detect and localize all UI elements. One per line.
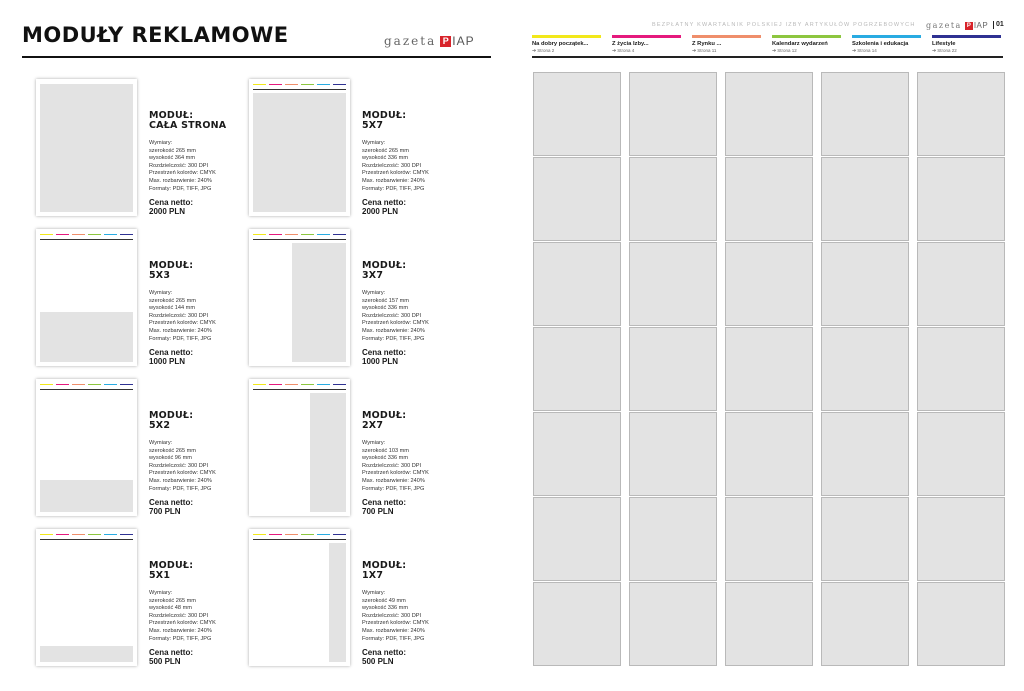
module-name: 2X7 [362,420,384,431]
thumbnail-nav-bar [269,384,282,385]
thumbnail-nav-bar [285,84,298,85]
spec-line: Formaty: PDF, TIFF, JPG [362,485,425,492]
thumbnail-nav-bar [72,234,85,235]
gazeta-piap-logo [384,34,475,48]
spec-line: wysokość 364 mm [149,155,196,162]
spec-line: Rozdzielczość: 300 DPI [149,162,209,169]
grid-cell [725,327,813,411]
thumbnail-nav-bar [72,384,85,385]
spec-line: szerokość 103 mm [362,447,409,454]
grid-cell [629,412,717,496]
grid-cell [629,157,717,241]
arrow-icon: ➔ [932,48,937,54]
spec-line: Wymiary: [149,590,173,596]
module-thumbnail [249,79,350,216]
price-label: Cena netto: [362,648,406,658]
thumbnail-nav-bar [56,234,69,235]
nav-page-ref [612,48,681,54]
thumbnail-nav-bar [40,234,53,235]
grid-cell [821,497,909,581]
price-value: 2000 PLN [362,207,399,217]
price-value: 700 PLN [362,507,394,517]
section-nav [532,35,1002,55]
nav-page-ref [772,48,841,54]
spec-line: Formaty: PDF, TIFF, JPG [149,485,212,492]
spec-line: Przestrzeń kolorów: CMYK [149,320,216,327]
header-divider [532,56,1003,58]
spec-line: Rozdzielczość: 300 DPI [149,612,209,619]
spec-line: Wymiary: [362,440,386,446]
module-thumbnail [249,529,350,666]
ad-area [40,646,133,662]
grid-cell [533,582,621,666]
spec-line: wysokość 336 mm [362,605,409,612]
arrow-icon: ➔ [692,48,697,54]
thumbnail-nav-bar [120,234,133,235]
module-thumbnail [36,229,137,366]
thumbnail-nav-bar [333,84,346,85]
ad-area [253,93,346,212]
nav-label: Na dobry początek... [532,41,589,47]
nav-color-bar [852,35,921,38]
grid-cell [725,242,813,326]
module-name-label: MODUŁ: [149,110,194,121]
module-info [362,261,472,366]
module-name: CAŁA STRONA [149,120,227,131]
module-name: 1X7 [362,570,384,581]
grid-cell [821,412,909,496]
spec-line: Max. rozbarwienie: 240% [362,327,425,334]
thumbnail-nav-bar [253,534,266,535]
nav-page-text: Strona 22 [937,48,957,53]
thumbnail-nav-bar [317,384,330,385]
logo-suffix: IAP [452,34,475,48]
ad-area [40,312,133,362]
thumbnail-nav-bar [301,534,314,535]
price-value: 2000 PLN [149,207,186,217]
grid-cell [725,582,813,666]
grid-cell [917,157,1005,241]
spec-line: Max. rozbarwienie: 240% [362,627,425,634]
spec-line: Max. rozbarwienie: 240% [149,327,212,334]
spec-line: szerokość 265 mm [149,597,196,604]
module-thumbnail [36,379,137,516]
module-specs [149,140,259,193]
spec-line: Rozdzielczość: 300 DPI [149,462,209,469]
spec-line: Max. rozbarwienie: 240% [149,477,212,484]
grid-cell [629,497,717,581]
nav-page-ref [692,48,761,54]
module-name: 5X1 [149,570,171,581]
spec-line: Formaty: PDF, TIFF, JPG [362,185,425,192]
ad-area [292,243,346,362]
thumbnail-nav-bar [253,84,266,85]
nav-item[interactable] [612,35,681,55]
price-label: Cena netto: [362,198,406,208]
nav-color-bar [692,35,761,38]
thumbnail-nav-bar [104,384,117,385]
grid-column [629,72,717,668]
spec-line: Max. rozbarwienie: 240% [362,177,425,184]
thumbnail-nav-bar [317,534,330,535]
spec-line: wysokość 48 mm [149,605,192,612]
spec-line: Rozdzielczość: 300 DPI [362,612,422,619]
module-info [362,111,472,216]
thumbnail-nav-bar [88,534,101,535]
module-name: 5X7 [362,120,384,131]
arrow-icon: ➔ [612,48,617,54]
right-page [512,0,1024,691]
price-value: 500 PLN [362,657,394,667]
grid-cell [725,412,813,496]
nav-page-text: Strona 12 [777,48,797,53]
module-thumbnail [36,79,137,216]
left-page [0,0,510,691]
spec-line: Przestrzeń kolorów: CMYK [149,170,216,177]
nav-label: Z życia Izby... [612,41,649,47]
nav-page-ref [932,48,1001,54]
ad-area [40,480,133,512]
nav-page-text: Strona 4 [617,48,635,53]
tagline: BEZPŁATNY KWARTALNIK POLSKIEJ IZBY ARTYKUŁÓW POGRZEBOWYCH [652,22,916,28]
thumbnail-rule [253,239,346,240]
nav-color-bar [772,35,841,38]
arrow-icon: ➔ [772,48,777,54]
module-name-label: MODUŁ: [362,560,407,571]
spec-line: Max. rozbarwienie: 240% [362,477,425,484]
nav-item[interactable] [932,35,1001,55]
ad-area [40,84,133,212]
thumbnail-rule [253,389,346,390]
spec-line: Formaty: PDF, TIFF, JPG [149,335,212,342]
thumbnail-nav-bar [253,234,266,235]
spec-line: Formaty: PDF, TIFF, JPG [149,185,212,192]
grid-cell [821,72,909,156]
spec-line: wysokość 96 mm [149,455,192,462]
price-label: Cena netto: [362,348,406,358]
price-label: Cena netto: [149,498,193,508]
thumbnail-nav-bar [269,84,282,85]
spec-line: Przestrzeń kolorów: CMYK [362,320,429,327]
logo-mark: P [966,22,971,29]
grid-cell [629,327,717,411]
nav-item[interactable] [852,35,921,55]
spec-line: szerokość 265 mm [362,147,409,154]
price-value: 1000 PLN [362,357,399,367]
spec-line: Wymiary: [149,290,173,296]
grid-cell [725,157,813,241]
price-value: 700 PLN [149,507,181,517]
price-label: Cena netto: [362,498,406,508]
nav-page-ref [532,48,601,54]
nav-page-text: Strona 11 [697,48,717,53]
spec-line: Max. rozbarwienie: 240% [149,177,212,184]
spec-line: Max. rozbarwienie: 240% [149,627,212,634]
nav-color-bar [612,35,681,38]
spec-line: Przestrzeń kolorów: CMYK [362,170,429,177]
module-specs [362,590,472,643]
price-value: 500 PLN [149,657,181,667]
spec-line: szerokość 49 mm [362,597,406,604]
price-value: 1000 PLN [149,357,186,367]
spec-line: Przestrzeń kolorów: CMYK [149,470,216,477]
spec-line: Rozdzielczość: 300 DPI [362,312,422,319]
thumbnail-nav-bar [333,534,346,535]
thumbnail-nav-bar [253,384,266,385]
grid-cell [533,157,621,241]
module-name-label: MODUŁ: [149,260,194,271]
thumbnail-nav-bar [333,234,346,235]
grid-column [533,72,621,668]
spec-line: wysokość 144 mm [149,305,196,312]
thumbnail-nav-bar [285,534,298,535]
thumbnail-nav-bar [301,384,314,385]
grid-cell [917,242,1005,326]
spec-line: Wymiary: [362,140,386,146]
grid-cell [629,72,717,156]
spec-line: Formaty: PDF, TIFF, JPG [362,635,425,642]
thumbnail-nav-bar [104,234,117,235]
module-specs [149,290,259,343]
grid-cell [917,582,1005,666]
grid-cell [821,242,909,326]
grid-column [725,72,813,668]
grid-cell [917,412,1005,496]
nav-item[interactable] [532,35,601,55]
grid-cell [917,72,1005,156]
grid-cell [629,242,717,326]
module-info [149,411,259,516]
module-specs [362,140,472,193]
nav-label: Kalendarz wydarzeń [772,41,828,47]
spec-line: wysokość 336 mm [362,155,409,162]
thumbnail-nav-bar [72,534,85,535]
grid-column [821,72,909,668]
module-specs [149,590,259,643]
spec-line: Formaty: PDF, TIFF, JPG [149,635,212,642]
spec-line: Wymiary: [362,590,386,596]
spec-line: Wymiary: [362,290,386,296]
price-label: Cena netto: [149,348,193,358]
module-name: 5X2 [149,420,171,431]
thumbnail-rule [40,389,133,390]
logo-suffix: IAP [973,21,989,30]
arrow-icon: ➔ [532,48,537,54]
grid-cell [533,327,621,411]
spec-line: szerokość 157 mm [362,297,409,304]
module-specs [362,290,472,343]
thumbnail-nav-bar [269,534,282,535]
grid-cell [629,582,717,666]
module-name-label: MODUŁ: [362,410,407,421]
thumbnail-rule [253,539,346,540]
thumbnail-nav-bar [333,384,346,385]
page-title: MODUŁY REKLAMOWE [22,23,289,47]
module-thumbnail [36,529,137,666]
nav-color-bar [932,35,1001,38]
nav-label: Szkolenia i edukacja [852,41,909,47]
spec-line: szerokość 265 mm [149,447,196,454]
spec-line: Rozdzielczość: 300 DPI [149,312,209,319]
module-name-label: MODUŁ: [362,110,407,121]
nav-item[interactable] [772,35,841,55]
spec-line: Rozdzielczość: 300 DPI [362,162,422,169]
thumbnail-nav-bar [56,534,69,535]
header-logo [926,21,988,30]
module-info [362,411,472,516]
grid-column [917,72,1005,668]
module-name: 3X7 [362,270,384,281]
grid-cell [821,582,909,666]
thumbnail-nav-bar [317,234,330,235]
logo-mark: P [440,36,451,47]
thumbnail-nav-bar [301,84,314,85]
grid-cell [533,497,621,581]
spec-line: Przestrzeń kolorów: CMYK [362,620,429,627]
logo-text: gazeta [384,34,437,48]
spec-line: Przestrzeń kolorów: CMYK [362,470,429,477]
module-name-label: MODUŁ: [149,410,194,421]
nav-page-text: Strona 2 [537,48,555,53]
price-label: Cena netto: [149,198,193,208]
grid-cell [917,497,1005,581]
nav-page-text: Strona 14 [857,48,877,53]
thumbnail-nav-bar [285,234,298,235]
spec-line: Przestrzeń kolorów: CMYK [149,620,216,627]
module-thumbnail [249,229,350,366]
thumbnail-nav-bar [120,534,133,535]
spec-line: wysokość 336 mm [362,455,409,462]
grid-cell [917,327,1005,411]
spec-line: szerokość 265 mm [149,297,196,304]
thumbnail-nav-bar [40,534,53,535]
nav-item[interactable] [692,35,761,55]
grid-cell [725,72,813,156]
module-info [149,561,259,666]
price-label: Cena netto: [149,648,193,658]
thumbnail-nav-bar [88,234,101,235]
thumbnail-nav-bar [56,384,69,385]
thumbnail-rule [40,539,133,540]
spec-line: Wymiary: [149,140,173,146]
grid-cell [533,412,621,496]
thumbnail-nav-bar [285,384,298,385]
module-info [149,111,259,216]
thumbnail-nav-bar [120,384,133,385]
module-name: 5X3 [149,270,171,281]
module-info [149,261,259,366]
module-name-label: MODUŁ: [362,260,407,271]
spec-line: Rozdzielczość: 300 DPI [362,462,422,469]
logo-text: gazeta [926,21,962,30]
thumbnail-nav-bar [269,234,282,235]
grid-cell [821,327,909,411]
title-divider [22,56,491,58]
grid-cell [533,72,621,156]
spec-line: szerokość 265 mm [149,147,196,154]
ad-area [310,393,346,512]
nav-label: Lifestyle [932,41,956,47]
spec-line: wysokość 336 mm [362,305,409,312]
thumbnail-rule [253,89,346,90]
module-specs [149,440,259,493]
module-specs [362,440,472,493]
nav-page-ref [852,48,921,54]
grid-cell [821,157,909,241]
thumbnail-nav-bar [88,384,101,385]
module-grid [533,72,1004,668]
arrow-icon: ➔ [852,48,857,54]
thumbnail-nav-bar [317,84,330,85]
thumbnail-rule [40,239,133,240]
module-thumbnail [249,379,350,516]
ad-area [329,543,346,662]
page-number: 01 [993,21,1004,29]
thumbnail-nav-bar [40,384,53,385]
nav-color-bar [532,35,601,38]
spec-line: Formaty: PDF, TIFF, JPG [362,335,425,342]
module-name-label: MODUŁ: [149,560,194,571]
module-info [362,561,472,666]
grid-cell [725,497,813,581]
thumbnail-nav-bar [301,234,314,235]
thumbnail-nav-bar [104,534,117,535]
grid-cell [533,242,621,326]
spec-line: Wymiary: [149,440,173,446]
nav-label: Z Rynku ... [692,41,722,47]
